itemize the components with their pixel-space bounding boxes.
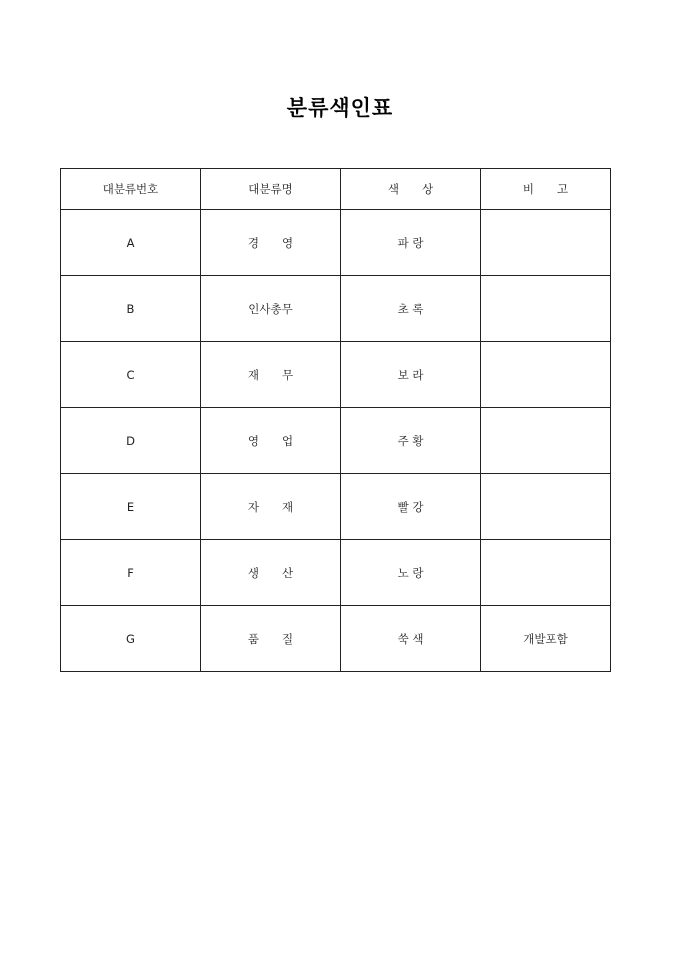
remarks-cell: [481, 408, 611, 474]
category-number-cell: E: [61, 474, 201, 540]
header-remarks: 비 고: [481, 169, 611, 210]
category-number-cell: C: [61, 342, 201, 408]
color-cell: 초 록: [341, 276, 481, 342]
category-name-cell: 자 재: [201, 474, 341, 540]
remarks-cell: [481, 210, 611, 276]
remarks-cell: [481, 540, 611, 606]
category-number-cell: D: [61, 408, 201, 474]
header-category-name: 대분류명: [201, 169, 341, 210]
table-row: [61, 474, 611, 540]
remarks-cell: [481, 342, 611, 408]
header-color: 색 상: [341, 169, 481, 210]
category-number-cell: G: [61, 606, 201, 672]
category-number-cell: A: [61, 210, 201, 276]
remarks-cell: [481, 474, 611, 540]
remarks-cell: [481, 276, 611, 342]
category-name-cell: 생 산: [201, 540, 341, 606]
classification-color-table: [60, 168, 611, 672]
category-name-cell: 경 영: [201, 210, 341, 276]
table-row: [61, 408, 611, 474]
category-name-cell: 재 무: [201, 342, 341, 408]
table-row: [61, 342, 611, 408]
color-cell: 쑥 색: [341, 606, 481, 672]
color-cell: 파 랑: [341, 210, 481, 276]
color-cell: 빨 강: [341, 474, 481, 540]
remarks-cell: 개발포함: [481, 606, 611, 672]
table-header-row: [61, 169, 611, 210]
page-title: 분류색인표: [286, 96, 394, 120]
table-row: [61, 210, 611, 276]
table-row: [61, 606, 611, 672]
color-cell: 보 라: [341, 342, 481, 408]
category-name-cell: 품 질: [201, 606, 341, 672]
category-number-cell: B: [61, 276, 201, 342]
header-category-number: 대분류번호: [61, 169, 201, 210]
table-row: [61, 540, 611, 606]
color-cell: 주 황: [341, 408, 481, 474]
color-cell: 노 랑: [341, 540, 481, 606]
category-name-cell: 인사총무: [201, 276, 341, 342]
table-row: [61, 276, 611, 342]
category-number-cell: F: [61, 540, 201, 606]
category-name-cell: 영 업: [201, 408, 341, 474]
